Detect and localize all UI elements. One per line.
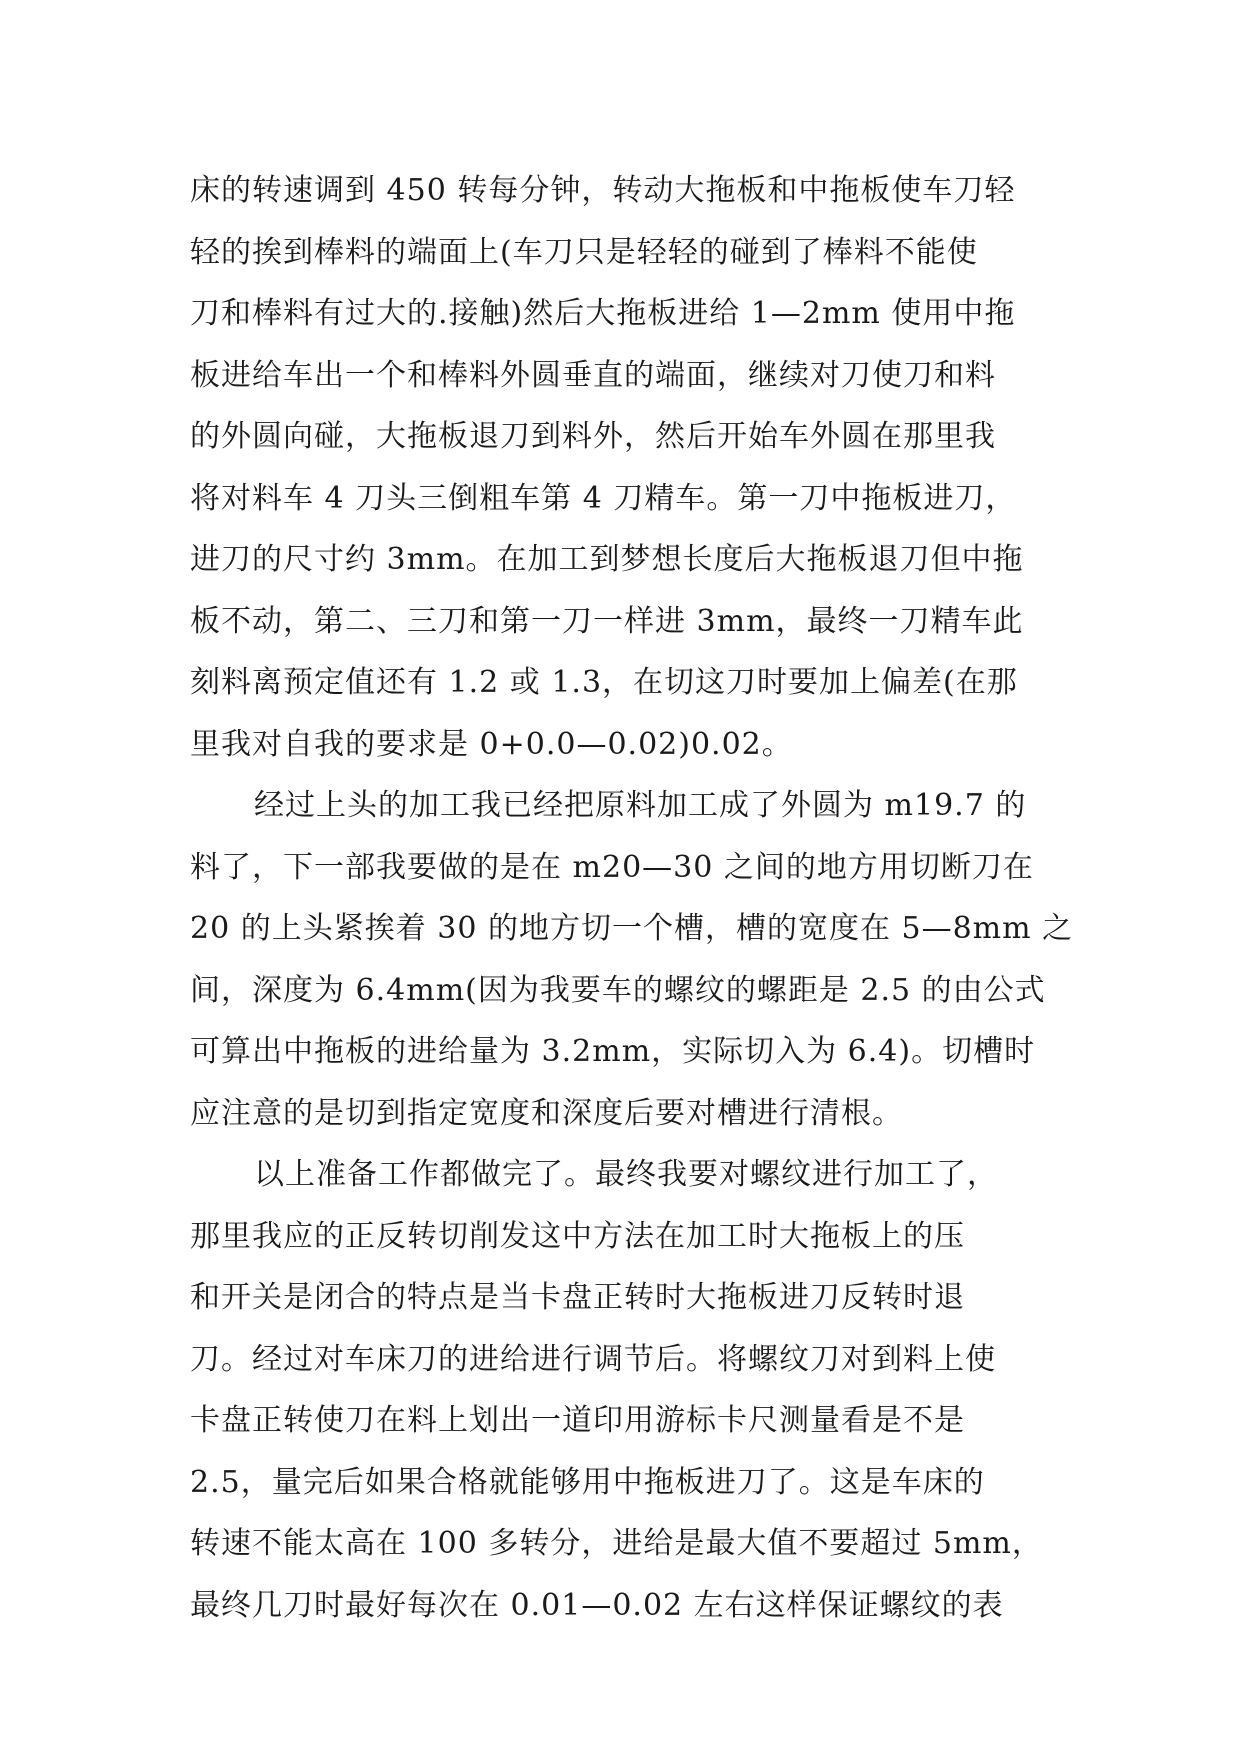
text-line: 卡盘正转使刀在料上划出一道印用游标卡尺测量看是不是 — [190, 1403, 965, 1438]
text-line: 进刀的尺寸约 3mm。在加工到梦想长度后大拖板退刀但中拖 — [190, 542, 1024, 577]
text-line: 2.5，量完后如果合格就能够用中拖板进刀了。这是车床的 — [190, 1464, 985, 1500]
text-line: 板进给车出一个和棒料外圆垂直的端面，继续对刀使刀和料 — [190, 357, 996, 393]
text-line: 可算出中拖板的进给量为 3.2mm，实际切入为 6.4)。切槽时 — [190, 1034, 1036, 1069]
text-line: 20 的上头紧挨着 30 的地方切一个槽，槽的宽度在 5—8mm 之 — [190, 911, 1074, 946]
body-text — [190, 160, 1074, 1636]
text-line: 料了，下一部我要做的是在 m20—30 之间的地方用切断刀在 — [190, 849, 1034, 885]
text-line: 将对料车 4 刀头三倒粗车第 4 刀精车。第一刀中拖板进刀， — [190, 480, 1017, 516]
text-line: 轻的挨到棒料的端面上(车刀只是轻轻的碰到了棒料不能使 — [190, 234, 978, 270]
text-line: 刀。经过对车床刀的进给进行调节后。将螺纹刀对到料上使 — [190, 1341, 996, 1377]
text-line: 和开关是闭合的特点是当卡盘正转时大拖板进刀反转时退 — [190, 1280, 965, 1315]
paragraph-start-line: 经过上头的加工我已经把原料加工成了外圆为 m19.7 的 — [254, 788, 1027, 823]
text-line: 间，深度为 6.4mm(因为我要车的螺纹的螺距是 2.5 的由公式 — [190, 972, 1046, 1008]
text-line: 刀和棒料有过大的.接触)然后大拖板进给 1—2mm 使用中拖 — [190, 296, 1016, 331]
text-line: 应注意的是切到指定宽度和深度后要对槽进行清根。 — [190, 1095, 903, 1131]
text-line: 的外圆向碰，大拖板退刀到料外，然后开始车外圆在那里我 — [190, 419, 996, 454]
text-line: 转速不能太高在 100 多转分，进给是最大值不要超过 5mm， — [190, 1526, 1043, 1561]
paragraph-start-line: 以上准备工作都做完了。最终我要对螺纹进行加工了， — [254, 1157, 998, 1192]
text-line: 那里我应的正反转切削发这中方法在加工时大拖板上的压 — [190, 1218, 965, 1254]
text-line: 板不动，第二、三刀和第一刀一样进 3mm，最终一刀精车此 — [190, 603, 1024, 639]
text-line: 里我对自我的要求是 0+0.0—0.02)0.02。 — [190, 726, 793, 762]
text-line: 床的转速调到 450 转每分钟，转动大拖板和中拖板使车刀轻 — [190, 173, 1016, 208]
text-line: 刻料离预定值还有 1.2 或 1.3，在切这刀时要加上偏差(在那 — [190, 665, 1018, 700]
text-line: 最终几刀时最好每次在 0.01—0.02 左右这样保证螺纹的表 — [190, 1587, 1004, 1623]
